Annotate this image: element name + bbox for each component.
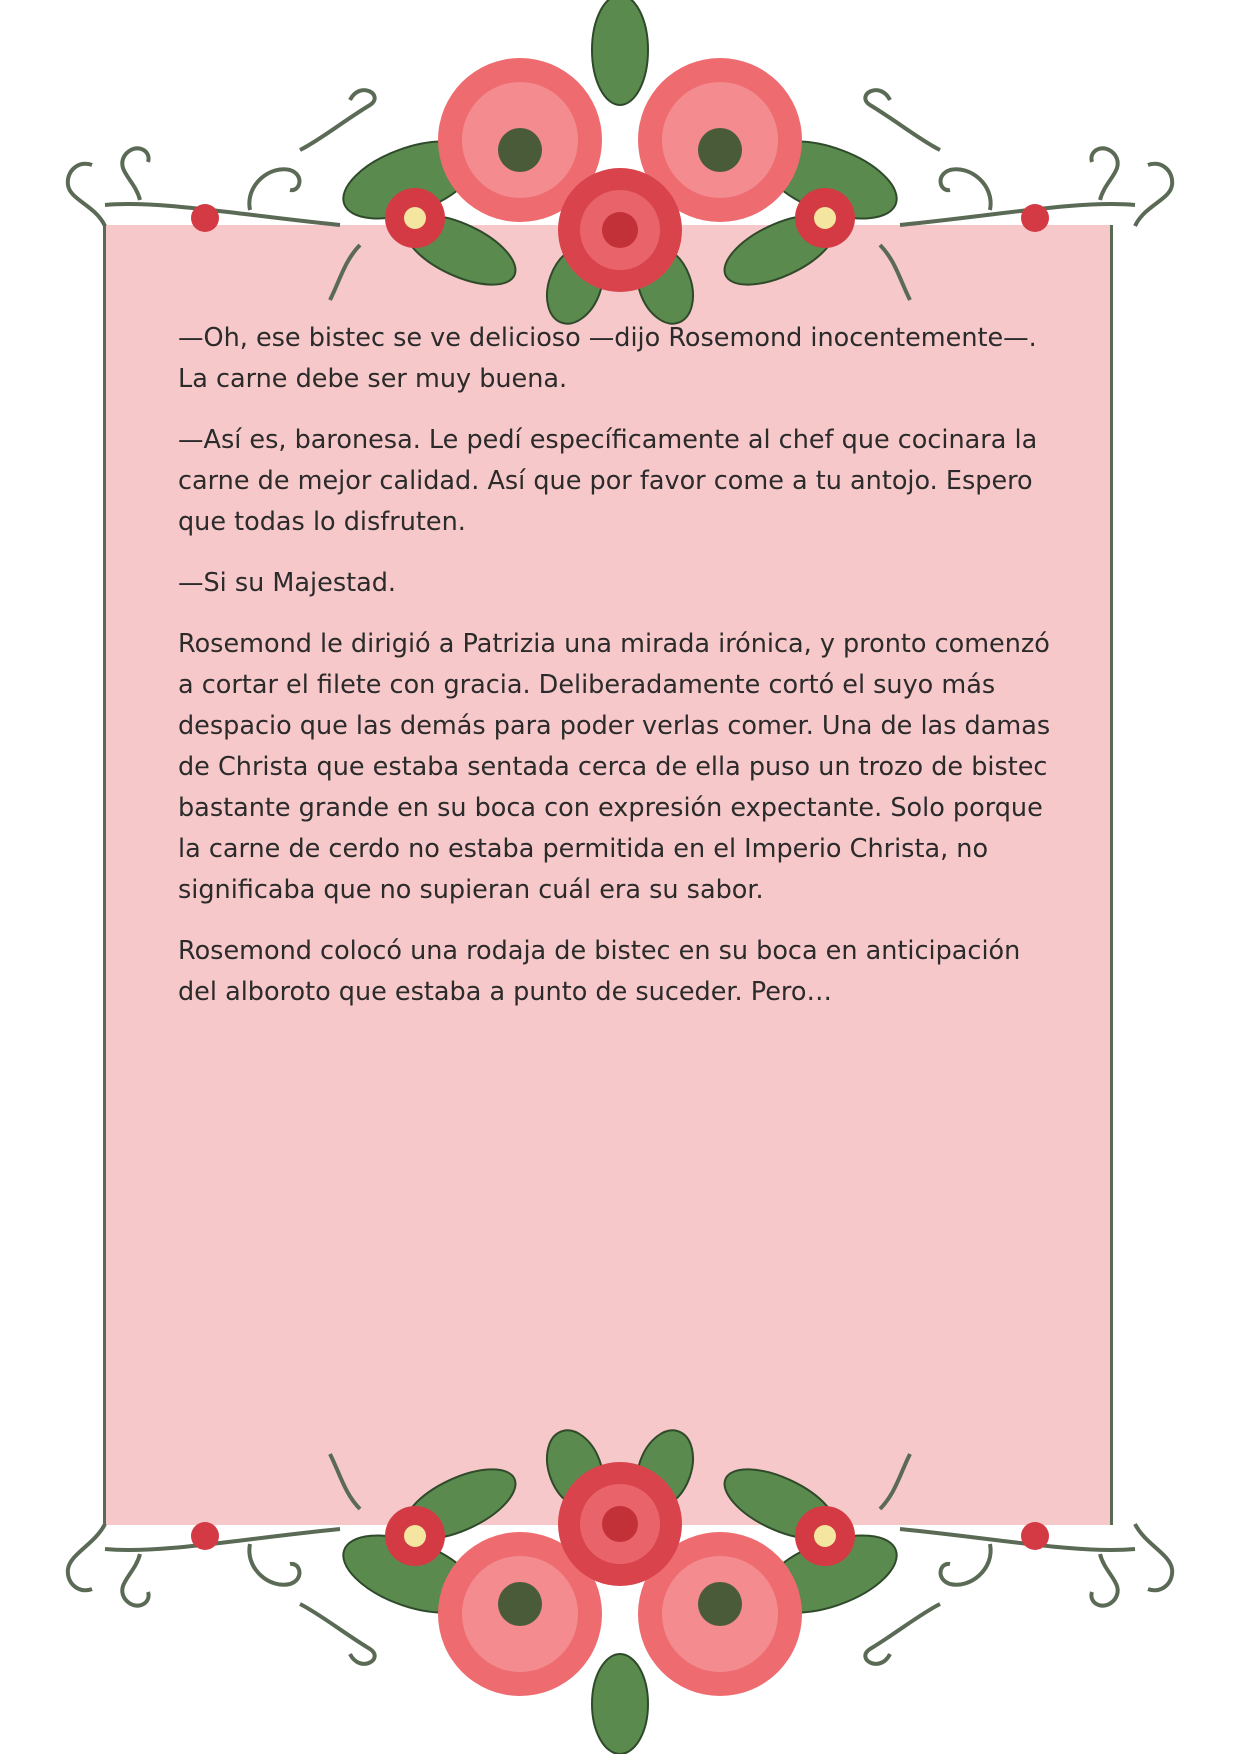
small-flower-left-icon [191, 1506, 445, 1566]
paragraph: Rosemond le dirigió a Patrizia una mirada irónica, y pronto comenzó a cortar el filete con gracia. Deliberadamente cortó el suyo más despacio que las demás para poder verlas comer. Una de las damas de Christa que estaba sentada cerca de ella puso un trozo de bistec bastante grande en su boca con expresión expectante. Solo porque la carne de cerdo no estaba permitida en el Imperio Christa, no significaba que no supieran cuál era su sabor. [178, 629, 1051, 905]
small-flower-right-icon [795, 188, 1049, 248]
rose-center-icon [558, 168, 682, 292]
paragraph: —Así es, baronesa. Le pedí específicamente al chef que cocinara la carne de mejor calidad. Así que por favor come a tu antojo. Espero que todas lo disfruten. [178, 425, 1038, 537]
paragraph: Rosemond colocó una rodaja de bistec en su boca en anticipación del alboroto que estaba a punto de suceder. Pero… [178, 936, 1021, 1007]
scroll-vine-left-icon [68, 90, 375, 300]
paragraph: —Si su Majestad. [178, 568, 397, 598]
small-flower-left-icon [191, 188, 445, 248]
paragraph: —Oh, ese bistec se ve delicioso —dijo Rosemond inocentemente—. La carne debe ser muy buena. [178, 323, 1037, 394]
story-text [178, 318, 1058, 1033]
scroll-vine-right-icon [865, 1454, 1172, 1664]
scroll-vine-right-icon [865, 90, 1172, 300]
small-flower-right-icon [795, 1506, 1049, 1566]
floral-ornament-bottom [0, 1414, 1240, 1754]
rose-center-icon [558, 1462, 682, 1586]
scroll-vine-left-icon [68, 1454, 375, 1664]
floral-ornament-top [0, 0, 1240, 340]
